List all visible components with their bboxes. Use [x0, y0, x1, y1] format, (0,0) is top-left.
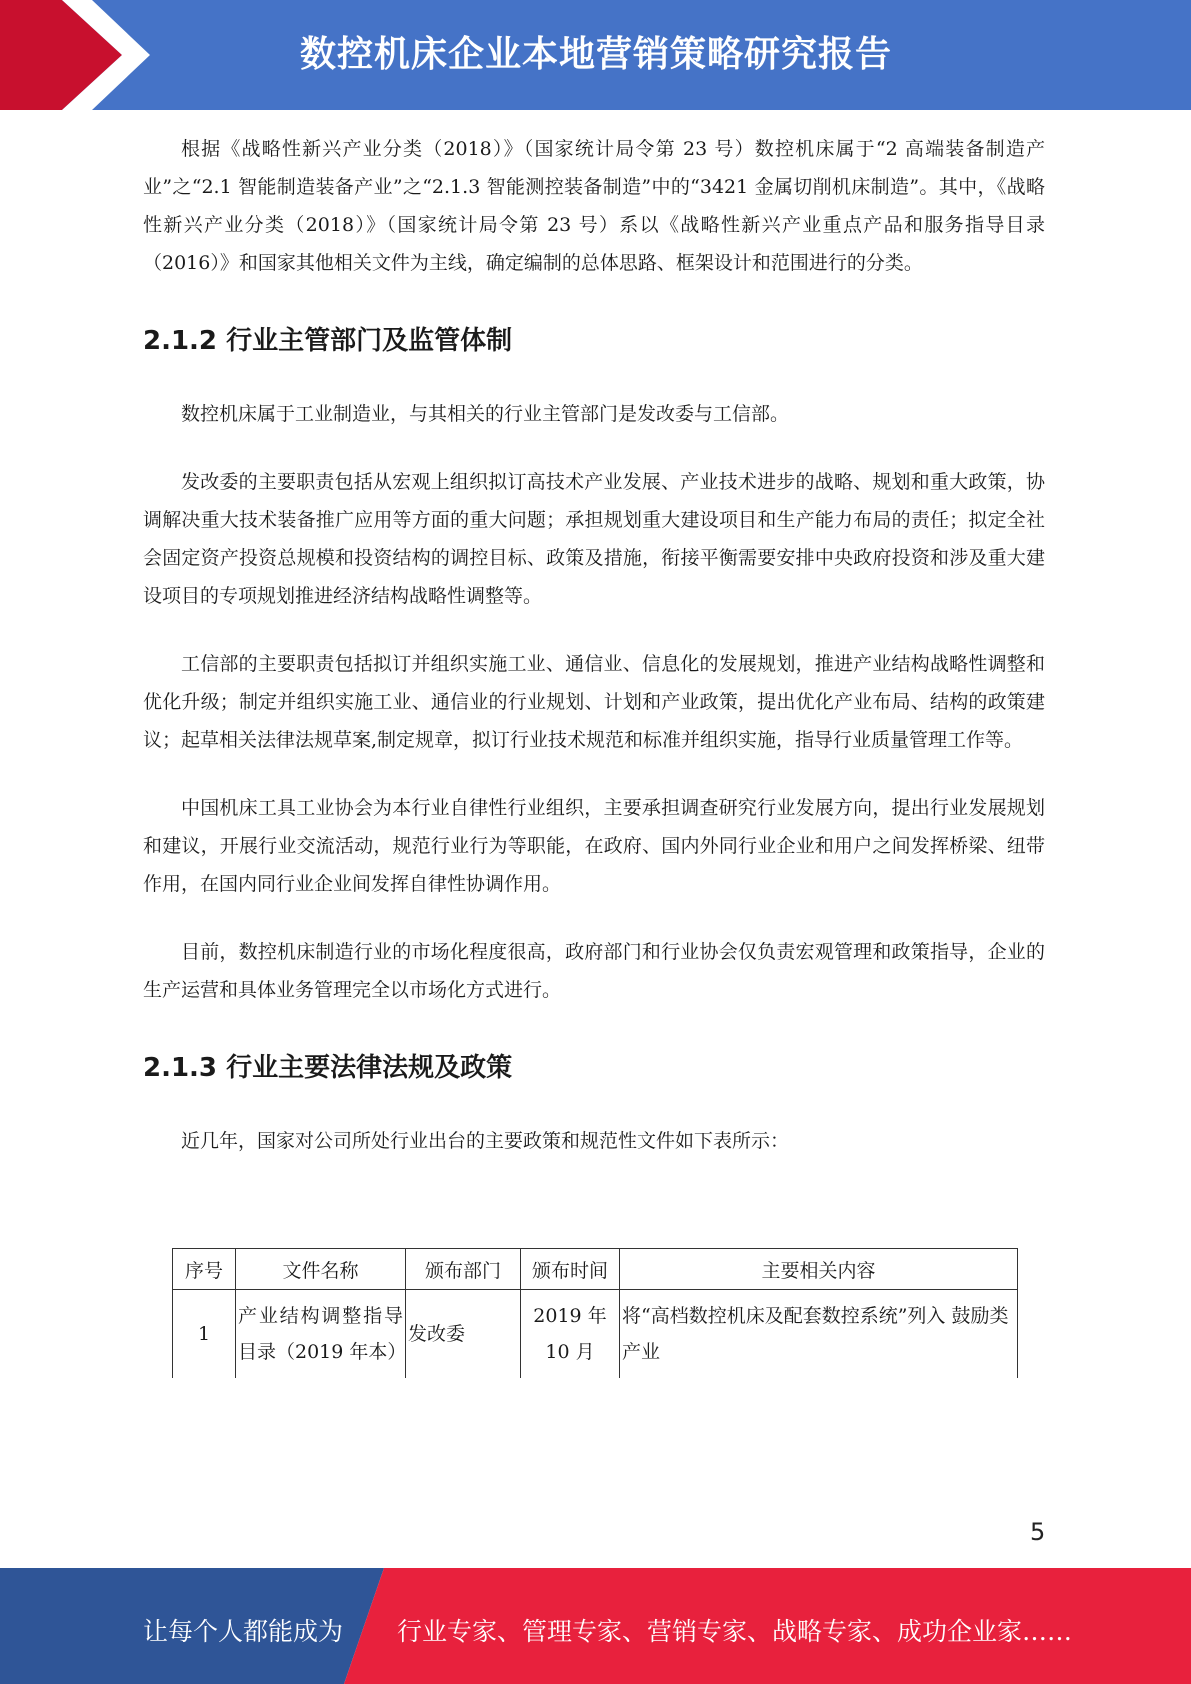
table-row: [173, 1290, 1018, 1379]
paragraph: 目前，数控机床制造行业的市场化程度很高，政府部门和行业协会仅负责宏观管理和政策指导，企业的生产运营和具体业务管理完全以市场化方式进行。: [143, 941, 1045, 1001]
policy-table: [172, 1248, 1018, 1378]
col-header-index: 序号: [173, 1249, 236, 1290]
col-header-department: 颁布部门: [406, 1249, 521, 1290]
paragraph: 近几年，国家对公司所处行业出台的主要政策和规范性文件如下表所示：: [181, 1130, 790, 1152]
cell-date: 2019 年 10 月: [521, 1290, 620, 1379]
page-number: 5: [1030, 1518, 1046, 1546]
page-footer: [0, 1568, 1191, 1684]
cell-content: 将“高档数控机床及配套数控系统”列入 鼓励类产业: [620, 1290, 1018, 1379]
footer-slogan-right: 行业专家、管理专家、营销专家、战略专家、成功企业家……: [397, 1617, 1073, 1646]
cell-department: 发改委: [406, 1290, 521, 1379]
paragraph: 发改委的主要职责包括从宏观上组织拟订高技术产业发展、产业技术进步的战略、规划和重大政策，协调解决重大技术装备推广应用等方面的重大问题；承担规划重大建设项目和生产能力布局的责任；拟定全社会固定资产投资总规模和投资结构的调控目标、政策及措施，衔接平衡需要安排中央政府投资和涉及重大建设项目的专项规划推进经济结构战略性调整等。: [143, 471, 1045, 607]
cell-index: 1: [173, 1290, 236, 1379]
paragraph: 数控机床属于工业制造业，与其相关的行业主管部门是发改委与工信部。: [181, 403, 790, 425]
col-header-date: 颁布时间: [521, 1249, 620, 1290]
paragraph: 工信部的主要职责包括拟订并组织实施工业、通信业、信息化的发展规划，推进产业结构战略性调整和优化升级；制定并组织实施工业、通信业的行业规划、计划和产业政策，提出优化产业布局、结构的政策建议；起草相关法律法规草案,制定规章，拟订行业技术规范和标准并组织实施，指导行业质量管理工作等。: [143, 653, 1045, 751]
footer-slogan-left: 让每个人都能成为: [143, 1617, 344, 1646]
paragraph: 中国机床工具工业协会为本行业自律性行业组织，主要承担调查研究行业发展方向，提出行业发展规划和建议，开展行业交流活动，规范行业行为等职能，在政府、国内外同行业企业和用户之间发挥桥梁、纽带作用，在国内同行业企业间发挥自律性协调作用。: [143, 797, 1045, 895]
page-header: [0, 0, 1191, 110]
table-header-row: [173, 1249, 1018, 1290]
document-body: [143, 130, 1045, 1160]
col-header-content: 主要相关内容: [620, 1249, 1018, 1290]
cell-document-name: 产业结构调整指导目录（2019 年本）: [236, 1290, 406, 1379]
section-heading-2-1-2: 2.1.2 行业主管部门及监管体制: [143, 326, 513, 356]
col-header-document-name: 文件名称: [236, 1249, 406, 1290]
report-title: 数控机床企业本地营销策略研究报告: [300, 34, 893, 75]
section-heading-2-1-3: 2.1.3 行业主要法律法规及政策: [143, 1053, 513, 1083]
intro-paragraph: 根据《战略性新兴产业分类（2018）》（国家统计局令第 23 号）数控机床属于“2 高端装备制造产业”之“2.1 智能制造装备产业”之“2.1.3 智能测控装备制造”中的“3421 金属切削机床制造”。其中，《战略性新兴产业分类（2018）》（国家统计局令第 23 号）系以《战略性新兴产业重点产品和服务指导目录（2016）》和国家其他相关文件为主线，确定编制的总体思路、框架设计和范围进行的分类。: [143, 138, 1045, 274]
